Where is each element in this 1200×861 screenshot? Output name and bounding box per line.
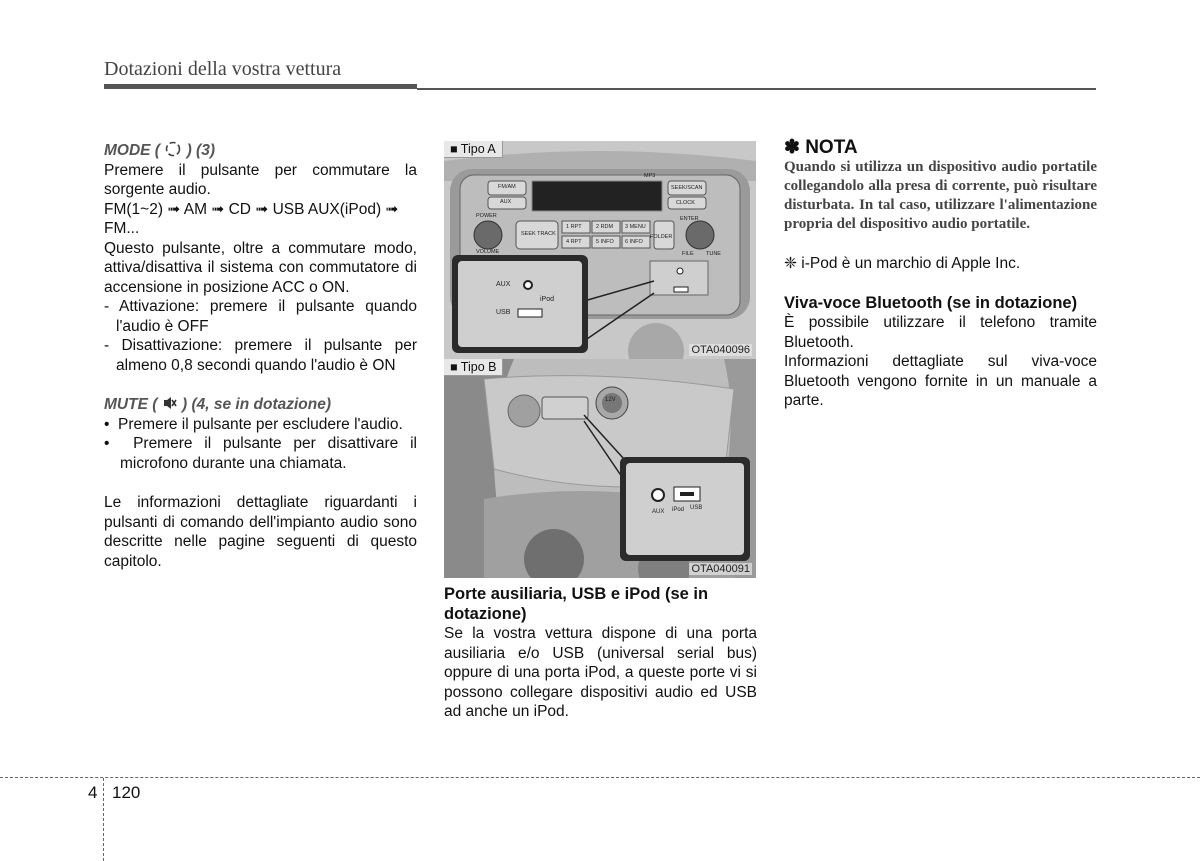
mode-paragraph-3: Questo pulsante, oltre a commutare modo, attiva/disattiva il sistema con commutatore di accensione in posizione ACC o ON. bbox=[104, 239, 417, 296]
label-preset-6: 6 INFO bbox=[625, 239, 643, 245]
label-file: FILE bbox=[682, 251, 694, 257]
label-enter: ENTER bbox=[680, 216, 699, 222]
label-mp3: MP3 bbox=[644, 173, 656, 179]
footer-divider bbox=[103, 778, 104, 861]
bluetooth-heading: Viva-voce Bluetooth (se in dotazione) bbox=[784, 294, 1078, 312]
mute-bullet-2: • Premere il pulsante per disattivare il microfono durante una chiamata. bbox=[104, 435, 417, 472]
label-inset-usb: USB bbox=[496, 309, 511, 316]
column-right bbox=[784, 138, 1097, 411]
label-preset-4: 4 RPT bbox=[566, 239, 582, 245]
label-12v: 12V bbox=[605, 397, 616, 403]
note-body: Quando si utilizza un dispositivo audio portatile collegandolo alla presa di corrente, può risultare disturbata. In tal caso, utilizzare l'alimentazione propria del dispositivo audio portatile. bbox=[784, 158, 1097, 232]
mode-item-off: - Disattivazione: premere il pulsante per almeno 0,8 secondi quando l'audio è ON bbox=[104, 337, 417, 374]
page-header-title: Dotazioni della vostra vettura bbox=[104, 58, 342, 80]
figure-b-label: ■ Tipo B bbox=[444, 359, 503, 376]
figure-type-a bbox=[444, 141, 756, 359]
label-b-usb: USB bbox=[690, 505, 703, 511]
mute-heading: MUTE ( ) (4, se in dotazione) bbox=[104, 396, 331, 413]
note-title: ✽ NOTA bbox=[784, 137, 858, 158]
header-rule-thick bbox=[104, 84, 417, 89]
mode-paragraph-1: Premere il pulsante per commutare la sorgente audio. bbox=[104, 161, 417, 198]
label-preset-5: 5 INFO bbox=[596, 239, 614, 245]
label-preset-2: 2 RDM bbox=[596, 224, 614, 230]
label-power: POWER bbox=[476, 213, 497, 219]
label-inset-aux: AUX bbox=[496, 281, 511, 288]
mode-heading: MODE ( ) (3) bbox=[104, 142, 216, 159]
mode-button-icon bbox=[164, 141, 182, 157]
label-fm-am: FM/AM bbox=[498, 184, 516, 190]
label-seek-track: SEEK TRACK bbox=[521, 231, 556, 237]
mode-paragraph-2: FM(1~2) ➟ AM ➟ CD ➟ USB AUX(iPod) ➟ FM... bbox=[104, 200, 399, 237]
label-volume: VOLUME bbox=[476, 249, 500, 255]
mode-item-on: - Attivazione: premere il pulsante quando l'audio è OFF bbox=[104, 298, 417, 335]
aux-usb-body: Se la vostra vettura dispone di una porta ausiliaria e/o USB (universal serial bus) oppure di una porta iPod, a queste porte vi si possono collegare dispositivi audio ed USB ad anche un iPod. bbox=[444, 625, 757, 720]
label-preset-1: 1 RPT bbox=[566, 224, 582, 230]
label-clock: CLOCK bbox=[676, 200, 695, 206]
label-aux-button: AUX bbox=[500, 199, 512, 205]
page-number: 120 bbox=[112, 783, 141, 802]
label-folder: FOLDER bbox=[650, 234, 673, 240]
label-inset-ipod: iPod bbox=[540, 296, 555, 303]
aux-usb-heading: Porte ausiliaria, USB e iPod (se in dotazione) bbox=[444, 585, 709, 623]
console-port-labels bbox=[444, 359, 756, 578]
closing-paragraph: Le informazioni dettagliate riguardanti i pulsanti di comando dell'impianto audio sono descritte nelle pagine seguenti di questo capitolo. bbox=[104, 494, 417, 570]
figure-b-code: OTA040091 bbox=[691, 563, 750, 575]
column-middle bbox=[444, 584, 757, 722]
label-preset-3: 3 MENU bbox=[625, 224, 646, 230]
bluetooth-paragraph-1: È possibile utilizzare il telefono tramite Bluetooth. bbox=[784, 314, 1097, 351]
chapter-number: 4 bbox=[88, 783, 98, 802]
trademark-note: ❈ i-Pod è un marchio di Apple Inc. bbox=[784, 254, 1021, 272]
radio-button-labels bbox=[444, 141, 756, 359]
label-b-ipod: iPod bbox=[672, 507, 685, 513]
bluetooth-paragraph-2: Informazioni dettagliate sul viva-voce Bluetooth vengono fornite in un manuale a parte. bbox=[784, 353, 1097, 409]
header-rule-thin bbox=[417, 88, 1096, 90]
figure-a-code: OTA040096 bbox=[691, 344, 750, 356]
column-left bbox=[104, 141, 417, 571]
label-tune: TUNE bbox=[706, 251, 721, 257]
label-b-aux: AUX bbox=[652, 509, 665, 515]
mute-bullet-1: • Premere il pulsante per escludere l'audio. bbox=[104, 415, 403, 433]
figure-a-label: ■ Tipo A bbox=[444, 141, 503, 158]
figure-type-b bbox=[444, 359, 756, 578]
footer-rule bbox=[0, 777, 1200, 778]
mute-speaker-icon bbox=[162, 395, 178, 411]
label-seek-scan: SEEK/SCAN bbox=[671, 185, 703, 191]
